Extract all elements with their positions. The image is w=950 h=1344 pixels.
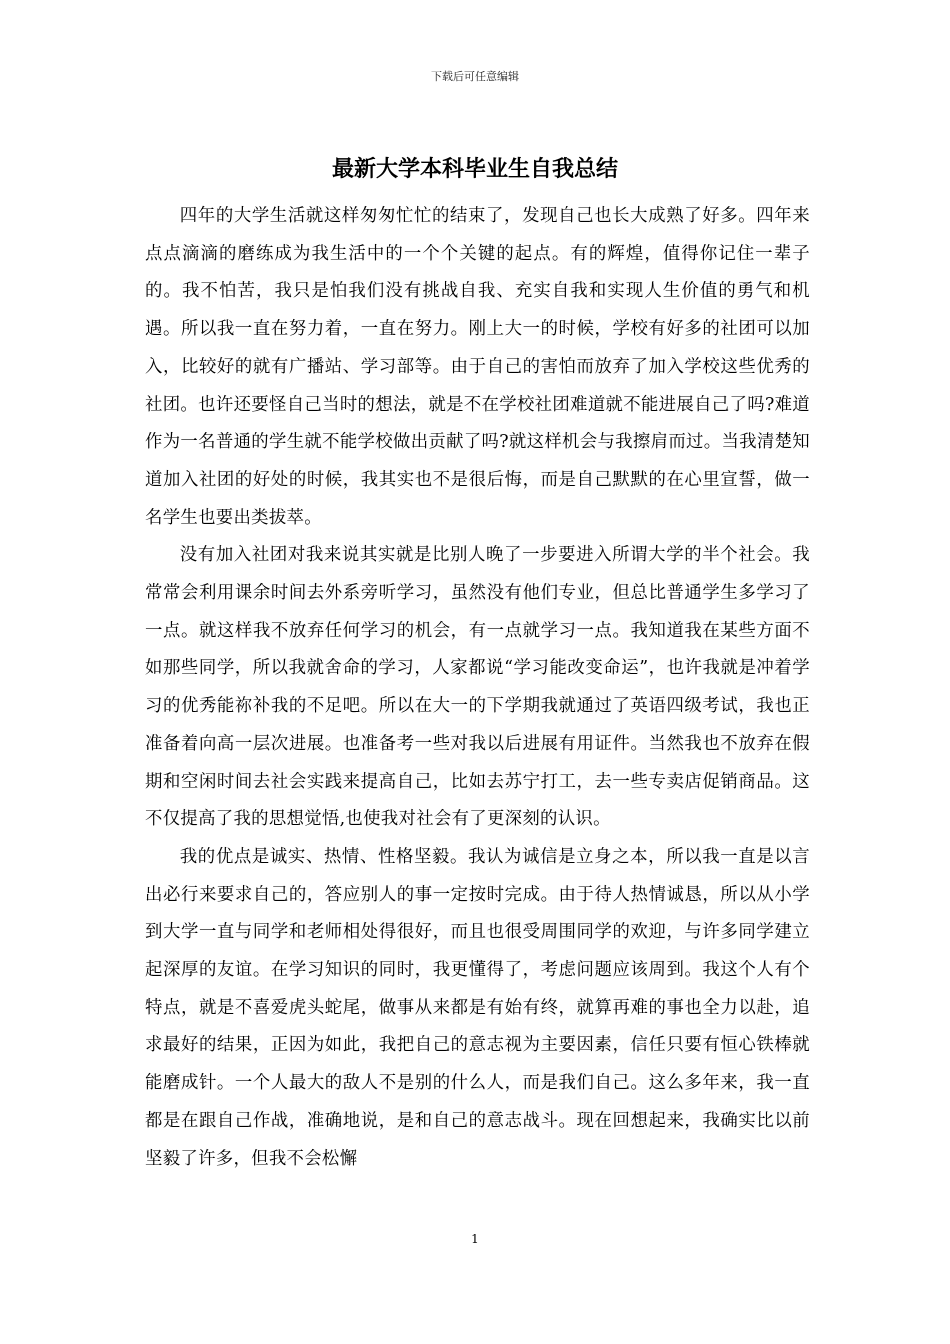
page-number: 1 xyxy=(471,1232,479,1246)
paragraph-1: 四年的大学生活就这样匆匆忙忙的结束了，发现自己也长大成熟了好多。四年来点点滴滴的磨练成为我生活中的一个个关键的起点。有的辉煌，值得你记住一辈子的。我不怕苦，我只是怕我们没有挑战自我、充实自我和实现人生价值的勇气和机遇。所以我一直在努力着，一直在努力。刚上大一的时候，学校有好多的社团可以加入，比较好的就有广播站、学习部等。由于自己的害怕而放弃了加入学校这些优秀的社团。也许还要怪自己当时的想法，就是不在学校社团难道就不能进展自己了吗?难道作为一名普通的学生就不能学校做出贡献了吗?就这样机会与我擦肩而过。当我清楚知道加入社团的好处的时候，我其实也不是很后悔，而是自己默默的在心里宣誓，做一名学生也要出类拔萃。 xyxy=(145,206,810,528)
header-note: 下载后可任意编辑 xyxy=(431,70,519,83)
document-title: 最新大学本科毕业生自我总结 xyxy=(331,157,618,182)
document-body xyxy=(145,198,810,1178)
paragraph-3: 我的优点是诚实、热情、性格坚毅。我认为诚信是立身之本，所以我一直是以言出必行来要求自己的，答应别人的事一定按时完成。由于待人热情诚恳，所以从小学到大学一直与同学和老师相处得很好，而且也很受周围同学的欢迎，与许多同学建立起深厚的友谊。在学习知识的同时，我更懂得了，考虑问题应该周到。我这个人有个特点，就是不喜爱虎头蛇尾，做事从来都是有始有终，就算再难的事也全力以赴，追求最好的结果，正因为如此，我把自己的意志视为主要因素，信任只要有恒心铁棒就能磨成针。一个人最大的敌人不是别的什么人，而是我们自己。这么多年来，我一直都是在跟自己作战，准确地说，是和自己的意志战斗。现在回想起来，我确实比以前坚毅了许多，但我不会松懈 xyxy=(145,846,810,1169)
paragraph-2: 没有加入社团对我来说其实就是比别人晚了一步要进入所谓大学的半个社会。我常常会利用课余时间去外系旁听学习，虽然没有他们专业，但总比普通学生多学习了一点。就这样我不放弃任何学习的机会，有一点就学习一点。我知道我在某些方面不如那些同学，所以我就舍命的学习，人家都说“学习能改变命运”，也许我就是冲着学习的优秀能祢补我的不足吧。所以在大一的下学期我就通过了英语四级考试，我也正准备着向高一层次进展。也准备考一些对我以后进展有用证件。当然我也不放弃在假期和空闲时间去社会实践来提高自己，比如去苏宁打工，去一些专卖店促销商品。这不仅提高了我的思想觉悟,也使我对社会有了更深刻的认识。 xyxy=(145,545,810,830)
